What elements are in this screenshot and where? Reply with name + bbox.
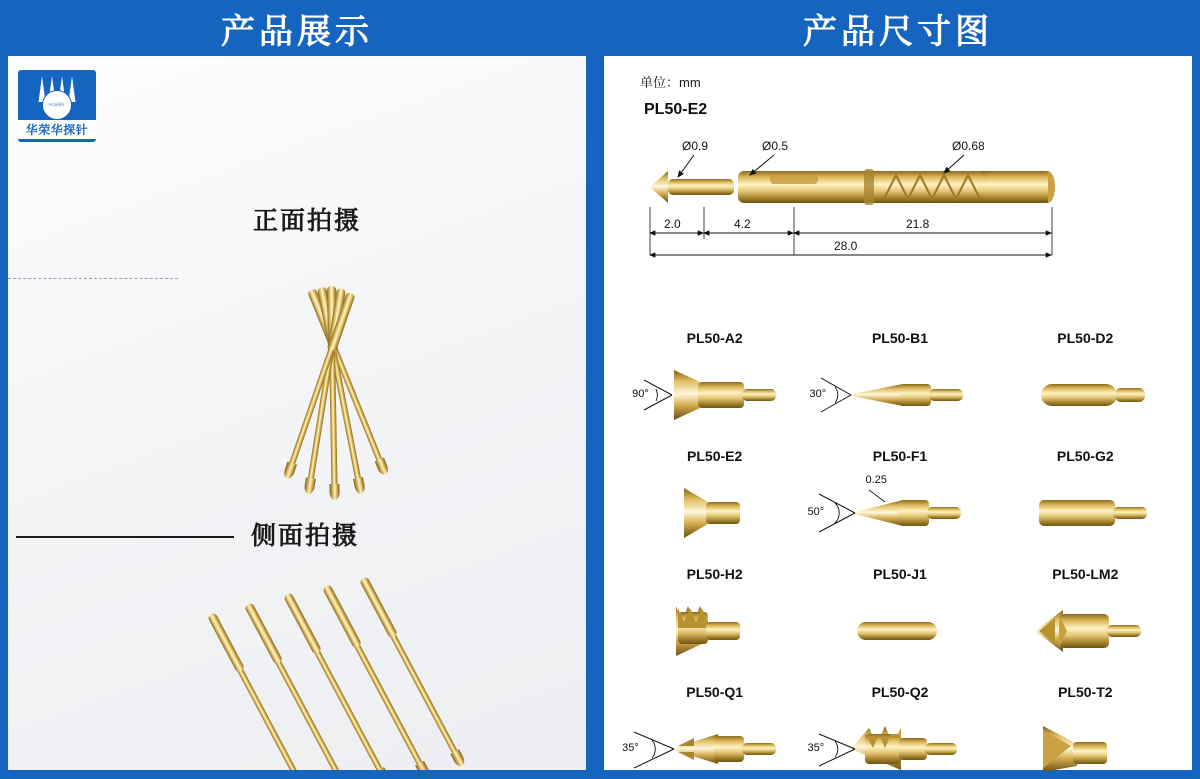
- variant-name: PL50-Q2: [871, 684, 929, 700]
- variant-angle: 35°: [807, 742, 825, 754]
- variant-name: PL50-A2: [686, 330, 743, 346]
- decor-dashed-line: [8, 278, 178, 279]
- variant-angle: 50°: [807, 506, 825, 518]
- logo-brand-text: 华荣华探针: [18, 120, 96, 139]
- variant-name: PL50-G2: [1056, 448, 1114, 464]
- right-section-title: 产品尺寸图: [803, 12, 993, 51]
- photo-area: [8, 56, 586, 770]
- variant-cell-h2: [622, 562, 807, 680]
- variant-cell-f1: [807, 444, 992, 562]
- dimension-drawing-panel: [604, 56, 1192, 770]
- main-model-label: PL50-E2: [644, 101, 708, 118]
- variant-art-f1: [807, 474, 992, 552]
- variant-cell-d2: [993, 326, 1178, 444]
- diameter-label-2: Ø0.5: [762, 139, 789, 153]
- company-logo: [18, 70, 96, 142]
- variant-art-j1: [807, 592, 992, 670]
- main-drawing-svg: [634, 131, 1164, 311]
- caption-side: 侧面拍摄: [251, 522, 360, 550]
- diameter-label-3: Ø0.68: [952, 139, 985, 153]
- variant-cell-g2: [993, 444, 1178, 562]
- variant-cell-j1: [807, 562, 992, 680]
- variant-cell-t2: [993, 680, 1178, 779]
- variant-name: PL50-D2: [1057, 330, 1114, 346]
- variant-art-q1: [622, 710, 807, 779]
- variant-angle: 90°: [632, 388, 649, 400]
- variant-cell-b1: [807, 326, 992, 444]
- variant-art-lm2: [993, 592, 1178, 670]
- variant-name: PL50-B1: [871, 330, 928, 346]
- variant-art-b1: [807, 356, 992, 434]
- variant-art-e2: [622, 474, 807, 552]
- variant-name: PL50-H2: [686, 566, 743, 582]
- left-section-title: 产品展示: [221, 12, 373, 51]
- variant-cell-q1: [622, 680, 807, 779]
- variant-name: PL50-E2: [687, 448, 743, 464]
- segment-label-2: 4.2: [734, 217, 751, 231]
- segment-label-3: 21.8: [906, 217, 930, 231]
- variant-art-t2: [993, 710, 1178, 779]
- logo-badge: PCB探针: [42, 90, 72, 120]
- variant-name: PL50-J1: [873, 566, 927, 582]
- product-photo-panel: [8, 56, 586, 770]
- variant-name: PL50-F1: [872, 448, 928, 464]
- variant-art-q2: [807, 710, 992, 779]
- variant-art-a2: [622, 356, 807, 434]
- variant-angle: 30°: [809, 388, 827, 400]
- variant-cell-e2: [622, 444, 807, 562]
- variant-name: PL50-LM2: [1052, 566, 1119, 582]
- unit-note: 单位：mm: [640, 75, 701, 90]
- variant-angle: 35°: [622, 742, 639, 754]
- total-length-label: 28.0: [834, 239, 858, 253]
- main-dimension-drawing: [634, 131, 1164, 311]
- variant-cell-a2: [622, 326, 807, 444]
- variant-art-g2: [993, 474, 1178, 552]
- variant-grid: [622, 326, 1178, 779]
- segment-label-1: 2.0: [664, 217, 681, 231]
- variant-cell-q2: [807, 680, 992, 779]
- variant-extra-dim: 0.25: [865, 474, 887, 486]
- caption-front: 正面拍摄: [253, 207, 362, 235]
- variant-name: PL50-T2: [1058, 684, 1113, 700]
- diameter-label-1: Ø0.9: [682, 139, 709, 153]
- variant-name: PL50-Q1: [686, 684, 744, 700]
- decor-solid-line: [16, 536, 234, 538]
- variant-cell-lm2: [993, 562, 1178, 680]
- variant-art-h2: [622, 592, 807, 670]
- variant-art-d2: [993, 356, 1178, 434]
